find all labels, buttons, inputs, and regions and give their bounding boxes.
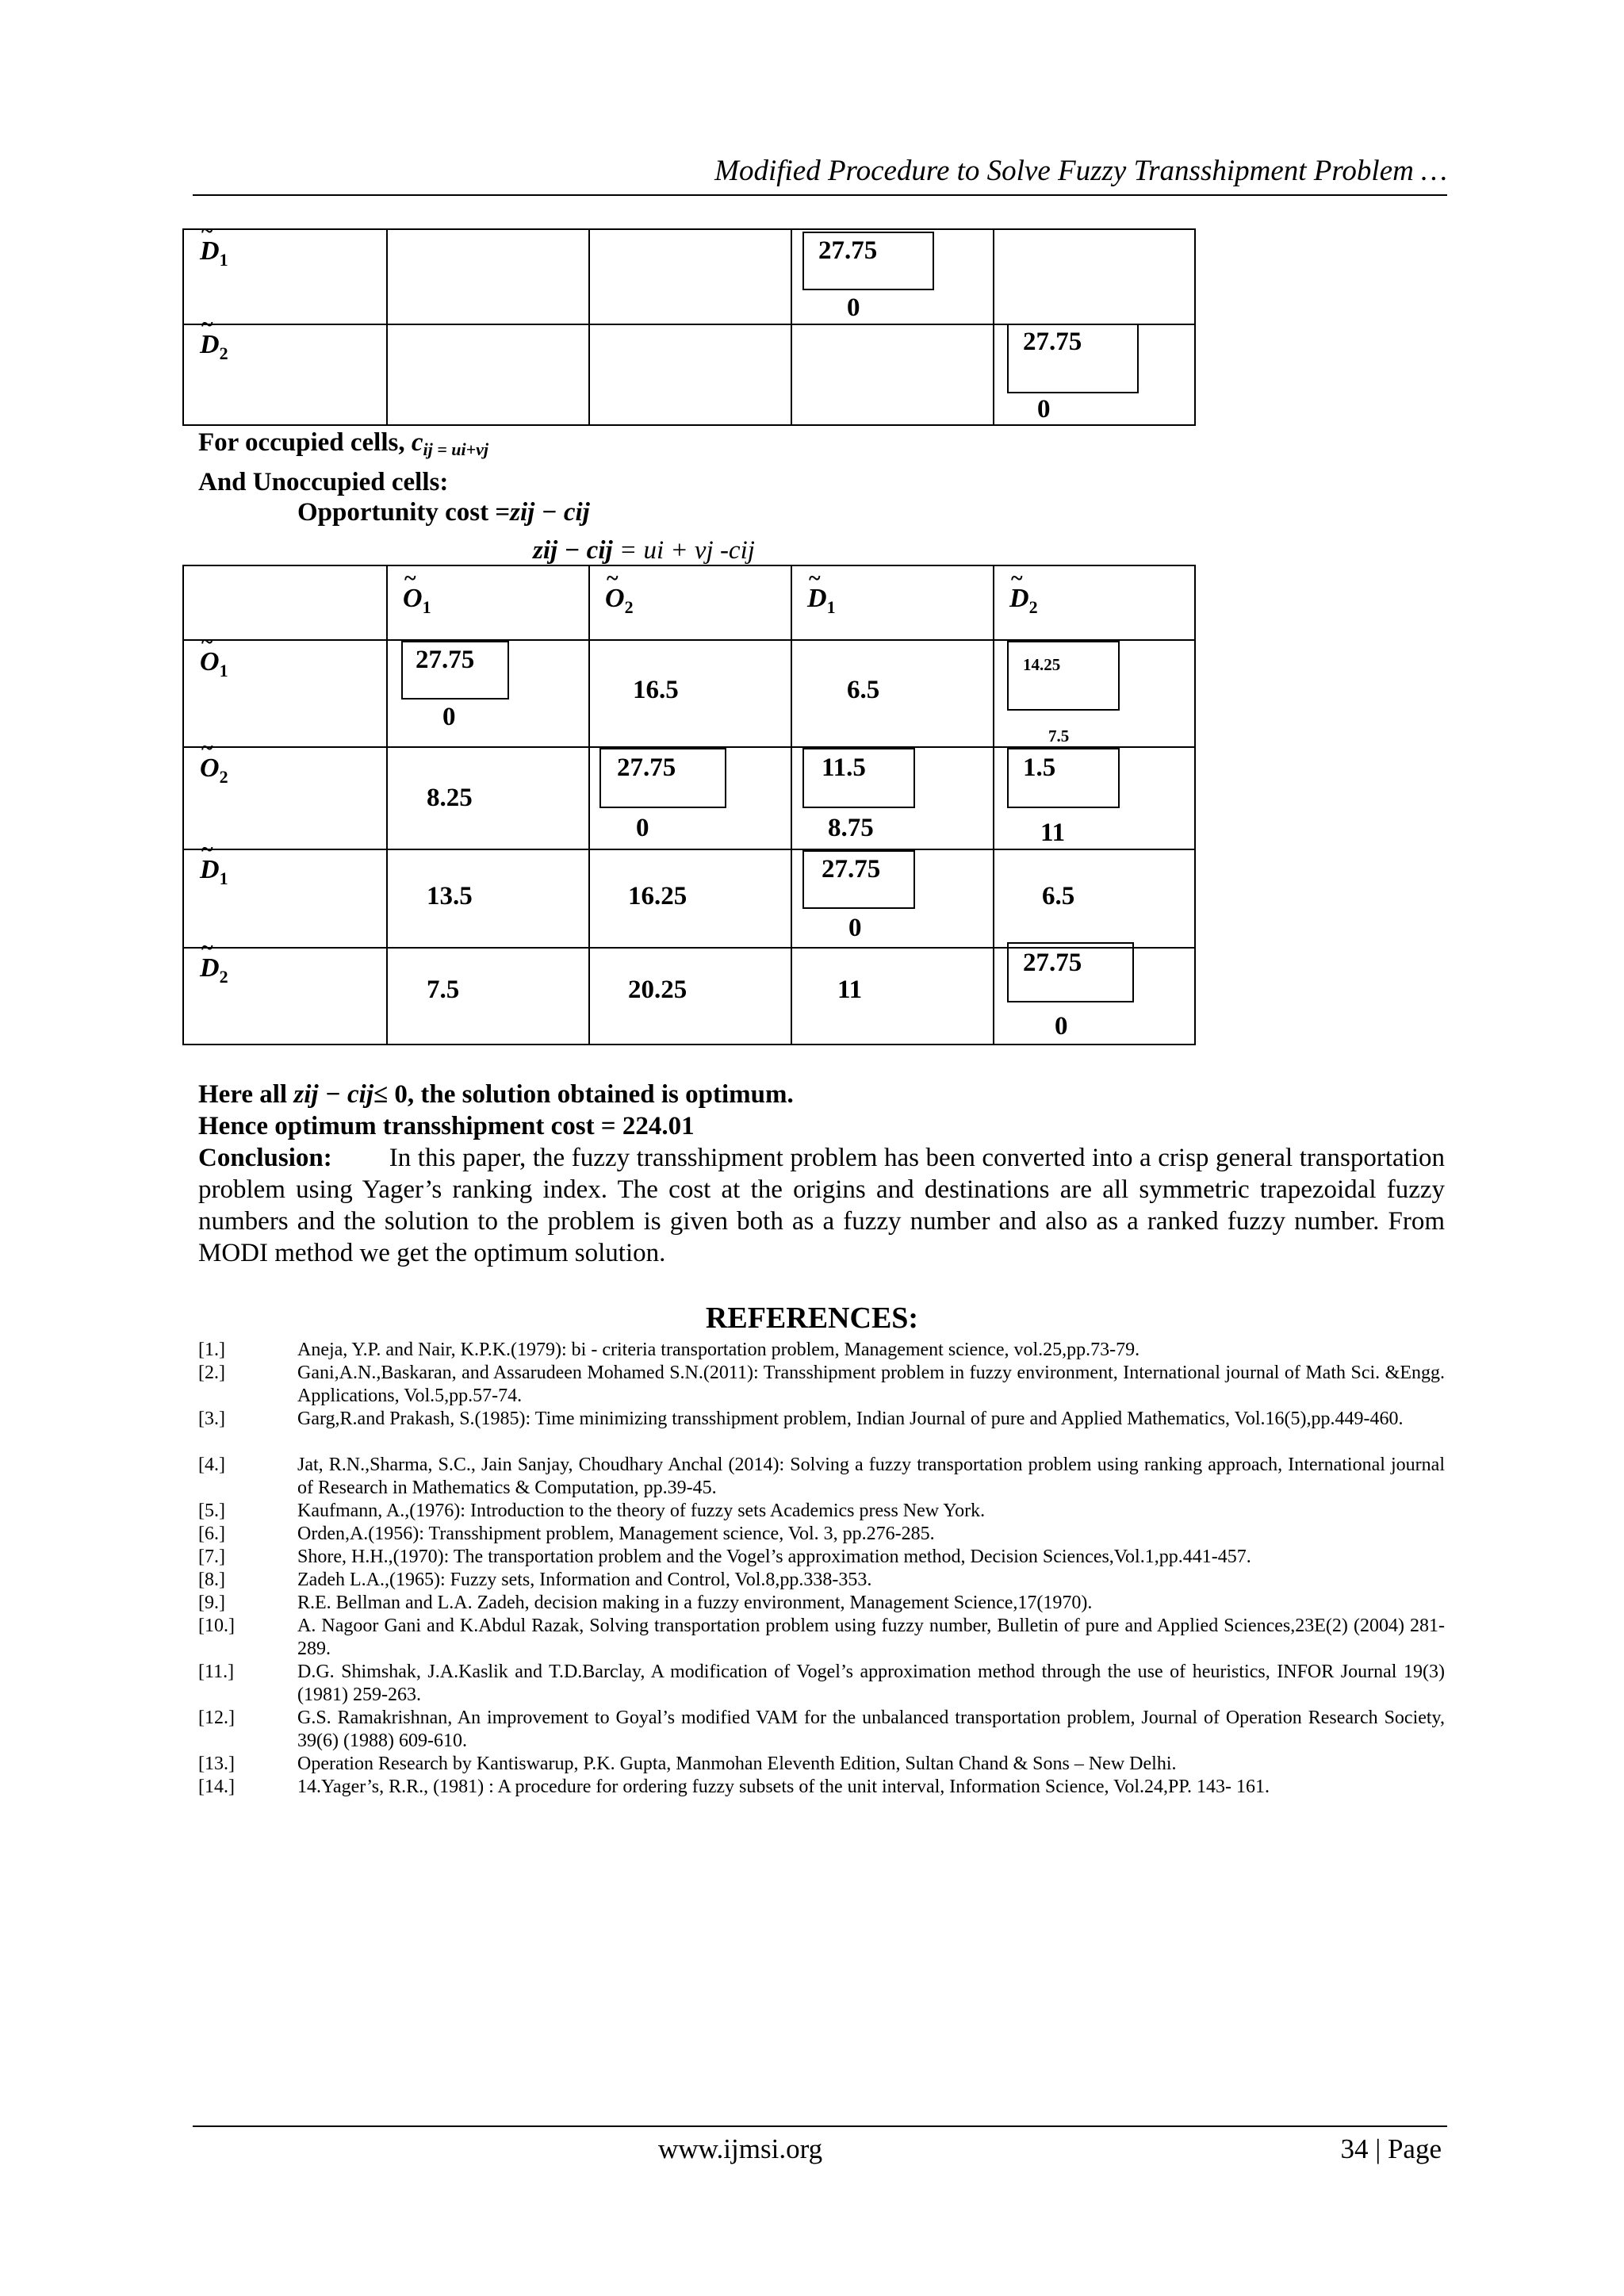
reference-item — [198, 1500, 1445, 1523]
conclusion-body: In this paper, the fuzzy transshipment problem has been converted into a crisp general transportation problem using Yager’s ranking index. The cost at the origins and destinations are all symmetric trapezoidal fuzzy numbers and the solution to the problem is given both as a fuzzy number and also as a ranked fuzzy number. From MODI method we get the optimum solution. — [198, 1144, 1445, 1267]
reference-text: Shore, H.H.,(1970): The transportation problem and the Vogel’s approximation method, Decision Sciences,Vol.1,pp.441-457. — [297, 1547, 1251, 1567]
reference-text: Gani,A.N.,Baskaran, and Assarudeen Mohamed S.N.(2011): Transshipment problem in fuzzy environment, International journal of Math Sci. &Engg. Applications, Vol.5,pp.57-74. — [297, 1363, 1445, 1406]
row-label-d1: ~ $D_1$ — [200, 238, 228, 269]
references-heading: REFERENCES: — [705, 1301, 919, 1335]
cell-value: 7.5 — [427, 976, 460, 1004]
reference-item — [198, 1661, 1445, 1707]
reference-text: G.S. Ramakrishnan, An improvement to Goyal’s modified VAM for the unbalanced transportation problem, Journal of Operation Research Society, 39(6) (1988) 609-610. — [297, 1708, 1445, 1751]
occupied-cells-text: For occupied cells, cij = ui+vj — [198, 428, 489, 459]
row-label-d2: ~ $D_2$ — [200, 955, 228, 986]
optimality-statement: Here all zij − cij≤ 0, the solution obtained is optimum. — [198, 1080, 794, 1109]
reference-item — [198, 1753, 1445, 1776]
conclusion-paragraph — [198, 1142, 1445, 1269]
cell-value: 0 — [442, 703, 456, 731]
cell-value: 7.5 — [1048, 726, 1070, 746]
reference-text: R.E. Bellman and L.A. Zadeh, decision making in a fuzzy environment, Management Science,17(1970). — [297, 1593, 1093, 1613]
reference-text: A. Nagoor Gani and K.Abdul Razak, Solving transportation problem using fuzzy number, Bulletin of pure and Applied Sciences,23E(2) (2004) 281-289. — [297, 1616, 1445, 1659]
col-header-d2: ~ $D_2$ — [1009, 585, 1038, 616]
reference-number: [8.] — [198, 1570, 225, 1590]
row-label-d2: ~ $D_2$ — [200, 332, 228, 362]
opportunity-formula: zij − cij = ui + vj -cij — [533, 536, 755, 565]
reference-text: Orden,A.(1956): Transshipment problem, Management science, Vol. 3, pp.276-285. — [297, 1524, 935, 1544]
reference-number: [6.] — [198, 1524, 225, 1544]
reference-number: [5.] — [198, 1501, 225, 1521]
col-header-d1: ~ $D_1$ — [807, 585, 836, 616]
reference-number: [14.] — [198, 1777, 235, 1797]
cell-value: 11.5 — [822, 753, 866, 782]
cell-value: 11 — [1040, 818, 1066, 847]
allocation-value: 27.75 — [818, 236, 878, 265]
reference-number: [3.] — [198, 1409, 225, 1429]
cell-value: 8.75 — [828, 814, 874, 842]
reference-item — [198, 1408, 1445, 1431]
table-continued — [182, 228, 1196, 426]
allocation-value: 27.75 — [1023, 328, 1082, 356]
cell-value: 27.75 — [822, 855, 881, 884]
footer-website: www.ijmsi.org — [658, 2133, 823, 2164]
reference-number: [9.] — [198, 1593, 225, 1613]
conclusion-label: Conclusion: — [198, 1144, 332, 1172]
reference-text: Aneja, Y.P. and Nair, K.P.K.(1979): bi - criteria transportation problem, Management science, vol.25,pp.73-79. — [297, 1340, 1140, 1360]
cell-value: 0 — [848, 914, 862, 942]
opportunity-cost-table — [182, 565, 1196, 1045]
cell-value: 0 — [636, 814, 649, 842]
row-label-d1: ~ $D_1$ — [200, 857, 228, 887]
unoccupied-cells-text: And Unoccupied cells: — [198, 468, 449, 496]
footer-page-number: 34 | Page — [1340, 2133, 1442, 2164]
reference-item — [198, 1592, 1445, 1615]
reference-number: [12.] — [198, 1708, 235, 1728]
cell-value: 1.5 — [1023, 753, 1056, 782]
reference-item — [198, 1615, 1445, 1661]
reference-item — [198, 1569, 1445, 1592]
cell-value: 16.5 — [633, 676, 679, 704]
cell-value: 27.75 — [416, 646, 475, 674]
reference-number: [7.] — [198, 1547, 225, 1567]
cell-value: 27.75 — [1023, 949, 1082, 977]
reference-text: Zadeh L.A.,(1965): Fuzzy sets, Information and Control, Vol.8,pp.338-353. — [297, 1570, 872, 1590]
col-header-o2: ~ $O_2$ — [605, 585, 634, 616]
reference-item — [198, 1546, 1445, 1569]
reference-number: [4.] — [198, 1455, 225, 1475]
reference-item — [198, 1339, 1445, 1362]
cell-value: 13.5 — [427, 882, 473, 910]
dual-value: 0 — [1037, 395, 1051, 424]
row-label-o2: ~ $O_2$ — [200, 755, 228, 786]
reference-text: Garg,R.and Prakash, S.(1985): Time minimizing transshipment problem, Indian Journal of pure and Applied Mathematics, Vol.16(5),pp.449-460. — [297, 1409, 1404, 1429]
reference-text: Kaufmann, A.,(1976): Introduction to the theory of fuzzy sets Academics press New York. — [297, 1501, 986, 1521]
reference-item — [198, 1707, 1445, 1753]
dual-value: 0 — [847, 293, 860, 322]
cell-value: 14.25 — [1023, 655, 1061, 674]
cell-value: 11 — [837, 976, 863, 1004]
row-label-o1: ~ $O_1$ — [200, 649, 228, 680]
reference-item — [198, 1776, 1445, 1799]
cell-value: 6.5 — [847, 676, 880, 704]
cell-value: 27.75 — [617, 753, 676, 782]
cell-value: 8.25 — [427, 784, 473, 812]
reference-number: [2.] — [198, 1363, 225, 1383]
reference-number: [10.] — [198, 1616, 235, 1636]
footer-rule — [193, 2125, 1447, 2127]
running-header: Modified Procedure to Solve Fuzzy Transshipment Problem … — [714, 155, 1447, 187]
cell-value: 20.25 — [628, 976, 688, 1004]
col-header-o1: ~ $O_1$ — [403, 585, 431, 616]
reference-number: [13.] — [198, 1754, 235, 1774]
reference-number: [11.] — [198, 1662, 235, 1682]
allocation-box — [1007, 641, 1120, 711]
cell-value: 6.5 — [1042, 882, 1075, 910]
opportunity-cost-text: Opportunity cost =zij − cij — [297, 498, 590, 527]
reference-text: Jat, R.N.,Sharma, S.C., Jain Sanjay, Choudhary Anchal (2014): Solving a fuzzy transportation problem using ranking approach, International journal of Research in Mathematics & Computation, pp.39-45. — [297, 1455, 1445, 1498]
reference-text: D.G. Shimshak, J.A.Kaslik and T.D.Barclay, A modification of Vogel’s approximation method through the use of heuristics, INFOR Journal 19(3) (1981) 259-263. — [297, 1662, 1445, 1705]
cell-value: 16.25 — [628, 882, 688, 910]
reference-text: Operation Research by Kantiswarup, P.K. Gupta, Manmohan Eleventh Edition, Sultan Chand & Sons – New Delhi. — [297, 1754, 1177, 1774]
reference-number: [1.] — [198, 1340, 225, 1360]
reference-text: 14.Yager’s, R.R., (1981) : A procedure for ordering fuzzy subsets of the unit interval, Information Science, Vol.24,PP. 143- 161. — [297, 1777, 1270, 1797]
reference-item — [198, 1362, 1445, 1408]
reference-item — [198, 1454, 1445, 1500]
cell-value: 0 — [1055, 1012, 1068, 1041]
header-rule — [193, 194, 1447, 196]
optimum-cost-statement: Hence optimum transshipment cost = 224.01 — [198, 1112, 695, 1140]
reference-item — [198, 1523, 1445, 1546]
